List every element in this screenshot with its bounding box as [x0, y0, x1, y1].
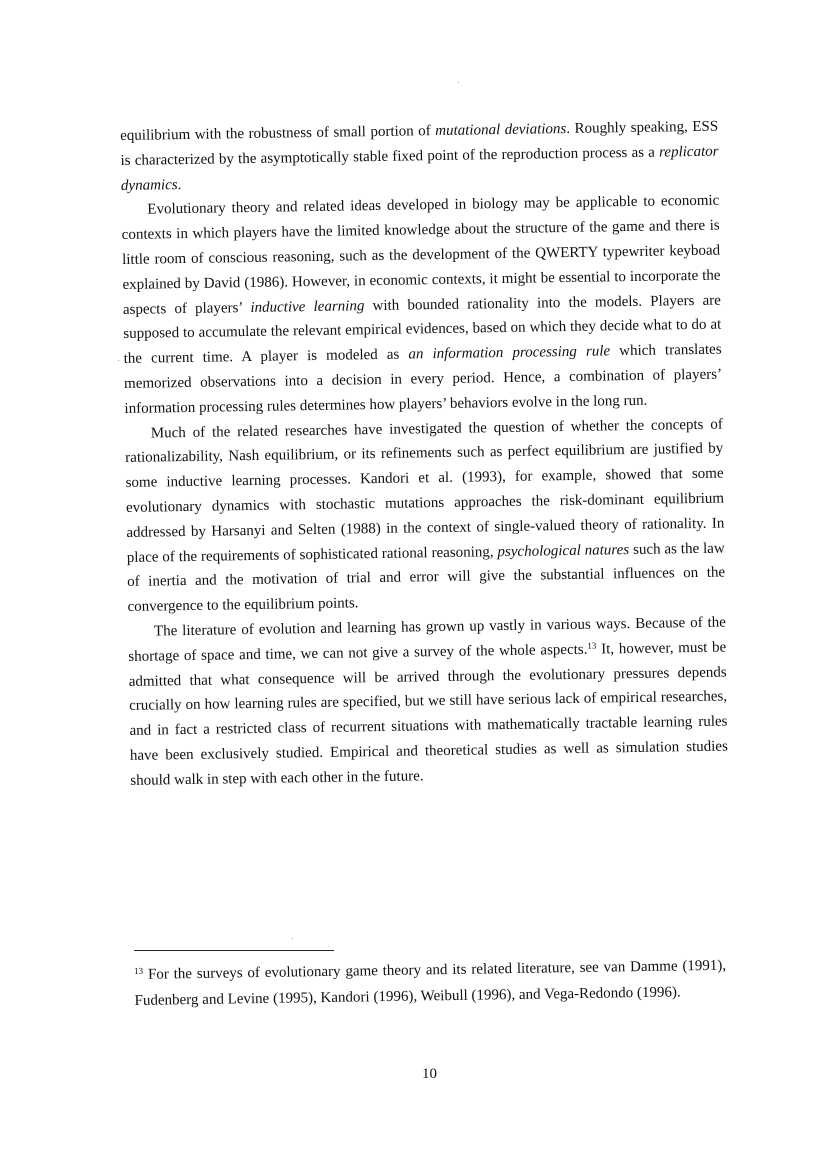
- footnote-text: For the surveys of evolutionary game theory and its related literature, see van Damme (1991), Fudenberg and Levine (1995), Kandori (1996), Weibull (1996), and Vega-Redondo (1996).: [134, 957, 727, 1009]
- scan-speck: [292, 938, 293, 939]
- text-run: which translates memorized observations into a decision in every period. Hence, a combination of players’ information processing rules determines how players’ behaviors evolve in the long run.: [123, 341, 723, 417]
- paragraph-3: [125, 412, 726, 620]
- body-text: [120, 115, 728, 794]
- italic-term: replicator dynamics: [120, 143, 719, 194]
- paragraph-4: [128, 610, 729, 793]
- footnote-reference: 13: [587, 640, 597, 651]
- scan-speck: [458, 82, 459, 83]
- page-number: 10: [422, 1066, 437, 1082]
- text-run: with bounded rationality into the models. Players are supposed to accumulate the relevant empirical evidences, based on which they decide what to do at the current time. A player is modeled as: [123, 292, 722, 368]
- scan-speck: [118, 360, 119, 361]
- text-run: . Roughly speaking, ESS is characterized by the asymptotically stable fixed point of the reproduction process as a: [120, 118, 719, 169]
- text-run: Evolutionary theory and related ideas developed in biology may be applicable to economic contexts in which players have the limited knowledge about the structure of the game and there is little room of conscious reasoning, such as the development of the QWERTY typewriter keyboad explained by David (1986). However, in economic contexts, it might be essential to incorporate the aspects of players’: [121, 192, 721, 318]
- footnote-13: [134, 954, 727, 1014]
- text-run: Much of the related researches have investigated the question of whether the concepts of rationalizability, Nash equilibrium, or its refinements such as perfect equilibrium are justified by some inductive learning processes. Kandori et al. (1993), for example, showed that some evolutionary dynamics with stochastic mutations approaches the risk-dominant equilibrium addressed by Harsanyi and Selten (1988) in the context of single-valued theory of rationality. In place of the requirements of sophisticated rational reasoning,: [125, 416, 725, 566]
- italic-term: psychological natures: [497, 541, 630, 560]
- italic-term: inductive learning: [250, 297, 365, 316]
- text-run: equilibrium with the robustness of small portion of: [120, 123, 436, 144]
- paragraph-2: [121, 189, 722, 422]
- text-run: such as the law of inertia and the motivation of trial and error will give the substantial influences on the convergence to the equilibrium points.: [127, 540, 726, 616]
- paragraph-1: [120, 115, 719, 199]
- italic-term: mutational deviations: [435, 120, 567, 140]
- footnote-mark: 13: [134, 965, 144, 976]
- text-run: The literature of evolution and learning has grown up vastly in various ways. Because of the shortage of space and time, we can not give a survey of the whole aspects.: [128, 614, 727, 665]
- italic-term: an information processing rule: [408, 343, 611, 363]
- text-run: .: [177, 176, 182, 193]
- footnote-divider: [134, 950, 334, 951]
- text-run: It, however, must be admitted that what consequence will be arrived through the evolutionary pressures depends crucially on how learning rules are specified, but we still have serious lack of empirical researches, and in fact a restricted class of recurrent situations with mathematically tractable learning rules have been exclusively studied. Empirical and theoretical studies as well as simulation studies should walk in step with each other in the future.: [128, 639, 728, 789]
